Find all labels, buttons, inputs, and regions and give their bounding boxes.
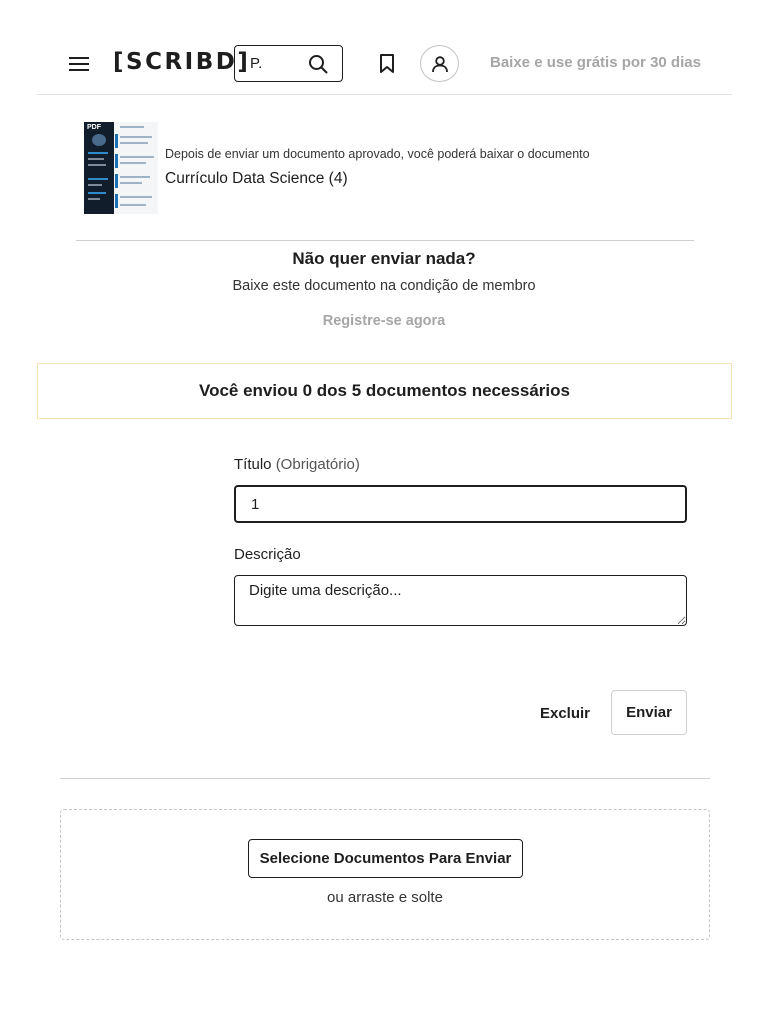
title-label: Título (Obrigatório) (234, 456, 360, 473)
document-info (84, 122, 684, 217)
document-subtitle: Depois de enviar um documento aprovado, você poderá baixar o documento (165, 147, 590, 161)
document-thumbnail[interactable] (84, 122, 158, 214)
search-icon[interactable] (308, 54, 328, 74)
scribd-logo[interactable]: [SCRIBD] (113, 49, 251, 75)
no-upload-section (0, 249, 768, 294)
account-button[interactable] (420, 45, 459, 82)
title-input[interactable] (234, 485, 687, 523)
menu-button[interactable] (67, 52, 91, 76)
free-trial-link[interactable]: Baixe e use grátis por 30 dias (490, 54, 701, 71)
no-upload-heading: Não quer enviar nada? (292, 249, 476, 268)
site-header (37, 0, 732, 95)
search-input[interactable] (250, 55, 298, 72)
select-documents-button[interactable]: Selecione Documentos Para Enviar (248, 839, 523, 878)
file-dropzone[interactable] (60, 809, 710, 940)
send-button[interactable]: Enviar (611, 690, 687, 735)
required-hint: (Obrigatório) (275, 456, 360, 473)
user-icon (430, 54, 450, 74)
profile-photo-icon (92, 134, 106, 146)
divider (76, 240, 694, 241)
delete-button[interactable]: Excluir (526, 699, 604, 727)
pdf-label: PDF (87, 124, 101, 131)
bookmark-icon (377, 53, 397, 75)
no-upload-text: Baixe este documento na condição de membro (232, 278, 536, 294)
description-label: Descrição (234, 546, 301, 563)
search-box[interactable] (234, 45, 343, 82)
description-input[interactable] (234, 575, 687, 626)
drag-drop-hint: ou arraste e solte (327, 889, 443, 906)
divider (60, 778, 710, 779)
bookmark-button[interactable] (377, 53, 397, 75)
upload-progress-banner: Você enviou 0 dos 5 documentos necessários (37, 363, 732, 419)
menu-icon (69, 57, 89, 59)
document-title: Currículo Data Science (4) (165, 170, 348, 187)
register-link[interactable]: Registre-se agora (322, 313, 446, 329)
